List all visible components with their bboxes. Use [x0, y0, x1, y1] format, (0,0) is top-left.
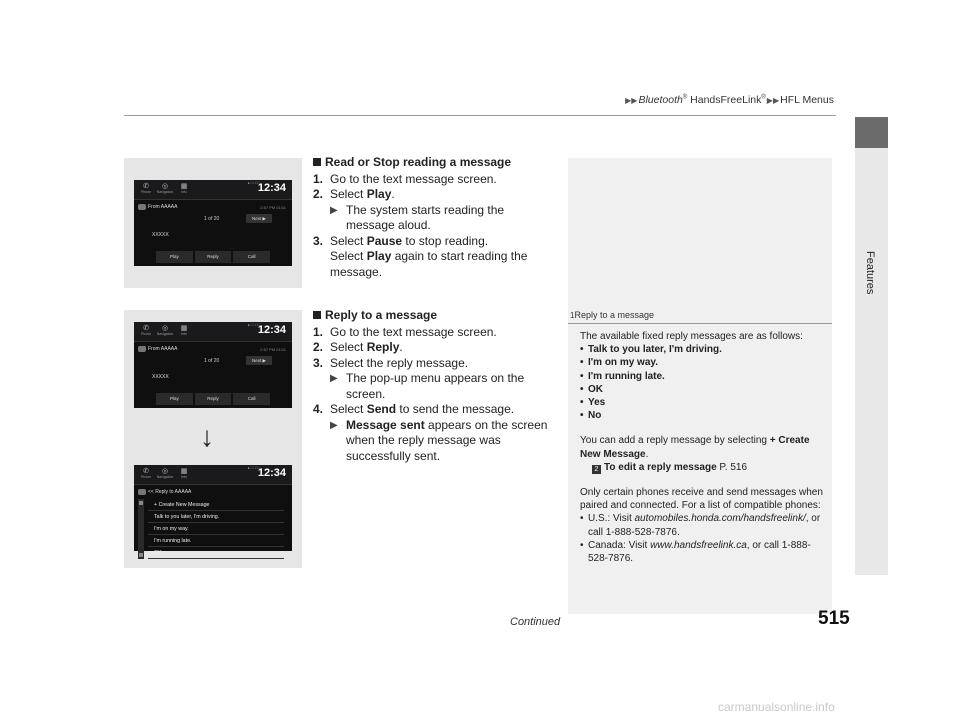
step: 2. Select Play.: [313, 187, 395, 201]
step-sub: ▶ Message sent appears on the screen when the reply message was successfully sent.: [330, 417, 548, 463]
reply-item-create[interactable]: + Create New Message: [148, 499, 284, 511]
note-reference-link[interactable]: 2 To edit a reply message P. 516: [580, 461, 826, 474]
next-button[interactable]: Next ▶: [246, 214, 272, 223]
side-tab-marker: [855, 117, 888, 148]
navigation-icon: ◎ Navigation: [156, 183, 174, 194]
reply-option: • Talk to you later, I'm driving.: [580, 343, 826, 356]
message-from-bar: From AAAAA 2:57 PM 01/11: [138, 344, 288, 355]
phone-icon: ✆ Phone: [140, 468, 152, 479]
continued-label: Continued: [510, 616, 561, 628]
reply-button[interactable]: Reply: [195, 251, 232, 263]
result-arrow-icon: ▶: [330, 373, 338, 384]
note-add: You can add a reply message by selecting + Create New Message.: [580, 435, 810, 460]
message-from-bar: From AAAAA 2:57 PM 01/11: [138, 202, 288, 213]
screen-buttons: [156, 251, 270, 263]
call-button[interactable]: Call: [233, 393, 270, 405]
down-arrow-icon: ↓: [200, 421, 214, 452]
step-cont: Select Play again to start reading the message.: [330, 249, 528, 279]
reply-item[interactable]: I'm running late.: [148, 535, 284, 547]
message-count: 1 of 20: [204, 358, 220, 364]
breadcrumb-bluetooth: Bluetooth: [638, 94, 683, 106]
info-icon: ▦ Info: [180, 325, 188, 336]
step: 3. Select Pause to stop reading.: [313, 233, 489, 248]
step: 4. Select Send to send the message.: [313, 402, 515, 416]
breadcrumb: ▶▶Bluetooth® HandsFreeLink®▶▶HFL Menus: [625, 94, 834, 106]
play-button[interactable]: Play: [156, 393, 193, 405]
section-square-icon: [313, 158, 321, 166]
screen-message: [134, 180, 292, 266]
note-intro: The available fixed reply messages are as follows:: [580, 331, 803, 342]
screen-top-bar: [134, 465, 292, 485]
step: 3. Select the reply message.: [313, 355, 469, 370]
reply-option: • No: [580, 409, 826, 422]
scroll-down-icon[interactable]: [139, 553, 143, 557]
screen-message-2: [134, 322, 292, 408]
status-indicators: ● □ □□□: [247, 466, 260, 470]
step: 1. Go to the text message screen.: [313, 324, 497, 339]
screen-top-bar: [134, 322, 292, 342]
page-number: 515: [818, 608, 850, 629]
message-bubble-icon: [138, 346, 146, 352]
screen-clock: 12:34: [257, 182, 286, 194]
phone-icon: ✆ Phone: [140, 325, 152, 336]
reply-section: [313, 308, 558, 464]
header-rule: [124, 115, 836, 116]
section-square-icon: [313, 311, 321, 319]
read-heading: Read or Stop reading a message: [313, 155, 553, 171]
step-sub: ▶ The pop-up menu appears on the screen.: [330, 371, 525, 401]
reference-icon: 2: [592, 465, 601, 474]
note-body: [580, 330, 826, 565]
step-sub: ▶ The system starts reading the message aloud.: [330, 202, 505, 232]
message-count: 1 of 20: [204, 216, 220, 222]
navigation-icon: ◎ Navigation: [156, 325, 174, 336]
reply-item[interactable]: OK: [148, 547, 284, 559]
result-arrow-icon: ▶: [330, 204, 338, 216]
screen-top-bar: [134, 180, 292, 200]
call-button[interactable]: Call: [233, 251, 270, 263]
screen-clock: 12:34: [257, 467, 286, 479]
status-indicators: ● □ □□□: [247, 323, 260, 327]
read-section: [313, 155, 553, 280]
reply-item[interactable]: Talk to you later, I'm driving.: [148, 511, 284, 523]
breadcrumb-hfl-menus: HFL Menus: [780, 94, 834, 106]
screen-buttons: [156, 393, 270, 405]
watermark: carmanualsonline.info: [718, 700, 835, 714]
side-tab-label: Features: [864, 251, 876, 295]
breadcrumb-arrow-icon: ▶▶: [625, 96, 638, 105]
note-canada: • Canada: Visit www.handsfreelink.ca, or call 1-888-528-7876.: [580, 539, 826, 565]
phone-icon: ✆ Phone: [140, 183, 152, 194]
step: 2. Select Reply.: [313, 340, 403, 354]
side-tab: [855, 117, 888, 575]
message-bubble-icon: [138, 204, 146, 210]
note-us: • U.S.: Visit automobiles.honda.com/handsfreelink/, or call 1-888-528-7876.: [580, 512, 826, 538]
message-bubble-icon: [138, 489, 146, 495]
play-button[interactable]: Play: [156, 251, 193, 263]
reply-option: • Yes: [580, 396, 826, 409]
status-indicators: ● □ □□□: [247, 181, 260, 185]
scroll-up-icon[interactable]: [139, 501, 143, 505]
scrollbar[interactable]: [138, 499, 144, 559]
note-rule: [568, 323, 832, 324]
next-button[interactable]: Next ▶: [246, 356, 272, 365]
note-compat: Only certain phones receive and send messages when paired and connected. For a list of compatible phones:: [580, 487, 823, 512]
us-url-link[interactable]: automobiles.honda.com/handsfreelink/: [634, 513, 806, 525]
screen-reply-list: [134, 465, 292, 556]
ca-url-link[interactable]: www.handsfreelink.ca: [650, 539, 747, 551]
breadcrumb-hfl: HandsFreeLink: [690, 94, 762, 106]
reply-option: • OK: [580, 383, 826, 396]
step: 1. Go to the text message screen.: [313, 171, 497, 186]
screen-clock: 12:34: [257, 324, 286, 336]
reply-button[interactable]: Reply: [195, 393, 232, 405]
result-arrow-icon: ▶: [330, 419, 338, 431]
breadcrumb-arrow-icon: ▶▶: [766, 96, 780, 105]
navigation-icon: ◎ Navigation: [156, 468, 174, 479]
reply-header-bar: << Reply to AAAAA: [138, 487, 288, 498]
reply-heading: Reply to a message: [313, 308, 558, 324]
message-body: XXXXX: [152, 232, 169, 238]
figure-panel-read: [124, 158, 302, 288]
reply-item[interactable]: I'm on my way.: [148, 523, 284, 535]
reply-option: • I'm running late.: [580, 370, 826, 383]
reply-option: • I'm on my way.: [580, 356, 826, 369]
info-icon: ▦ Info: [180, 183, 188, 194]
message-body: XXXXX: [152, 374, 169, 380]
reply-list: [148, 499, 284, 559]
note-title: 1Reply to a message: [570, 310, 654, 320]
info-icon: ▦ Info: [180, 468, 188, 479]
